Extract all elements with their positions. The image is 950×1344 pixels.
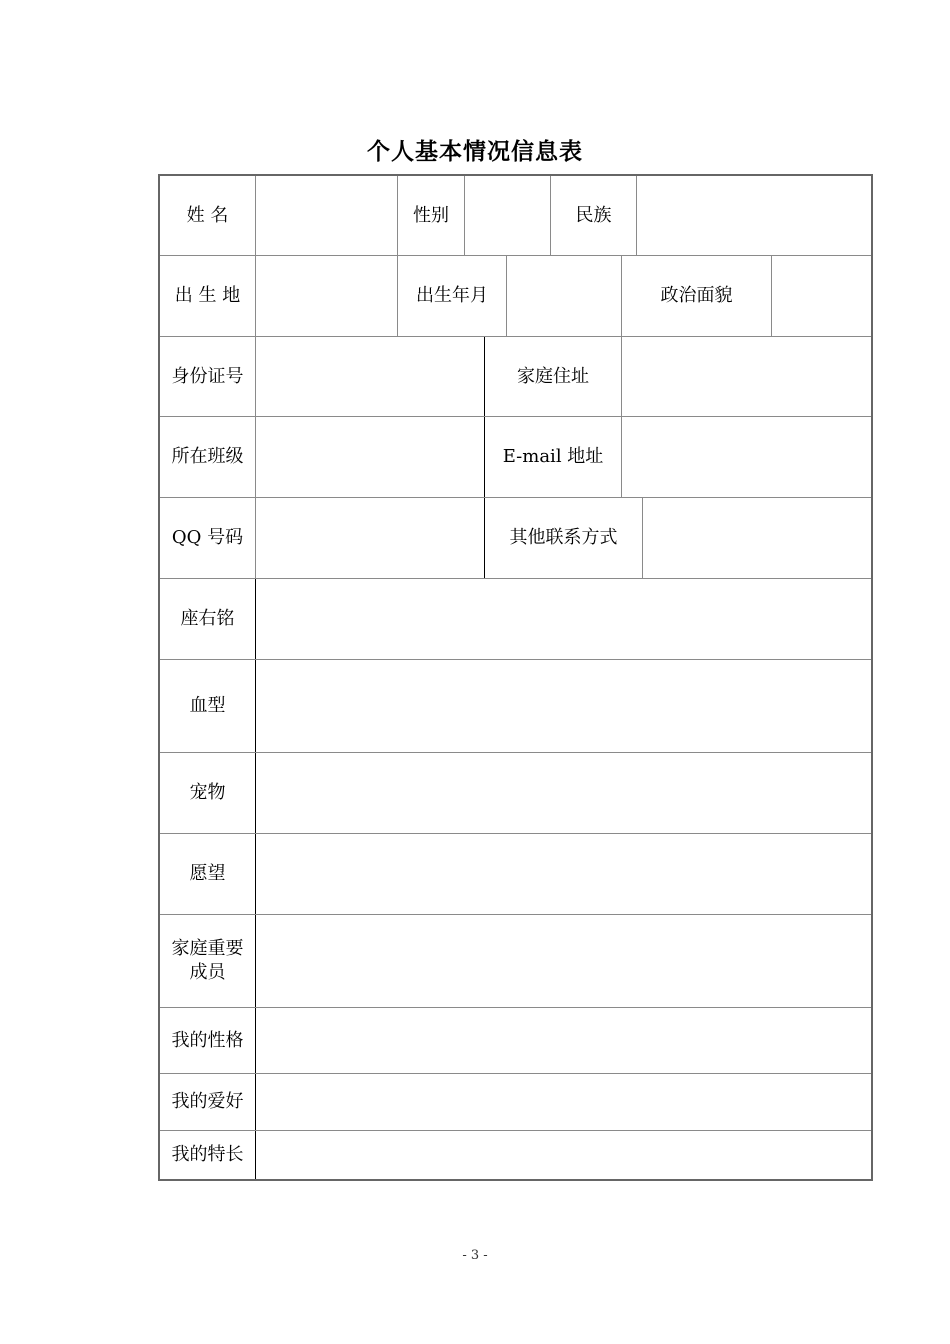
input-email[interactable]	[621, 417, 871, 497]
table-row	[160, 1131, 871, 1179]
input-gender[interactable]	[464, 176, 550, 255]
table-row	[160, 256, 871, 337]
table-row	[160, 579, 871, 660]
label-motto: 座右铭	[180, 608, 235, 629]
label-home-address: 家庭住址	[484, 337, 621, 416]
label-email: E-mail 地址	[484, 417, 621, 497]
label-personality: 我的性格	[171, 1029, 244, 1051]
table-row	[160, 660, 871, 753]
label-blood-type: 血型	[189, 695, 226, 716]
input-motto[interactable]	[255, 579, 871, 659]
label-birthplace: 出 生 地	[174, 285, 241, 306]
label-other-contact: 其他联系方式	[484, 498, 642, 578]
input-other-contact[interactable]	[642, 498, 871, 578]
label-wish: 愿望	[189, 863, 226, 884]
input-family-members[interactable]	[255, 915, 871, 1007]
input-qq[interactable]	[255, 498, 484, 578]
input-specialty[interactable]	[255, 1131, 871, 1179]
input-hobbies[interactable]	[255, 1074, 871, 1130]
table-row	[160, 498, 871, 579]
table-row	[160, 1074, 871, 1131]
input-class[interactable]	[255, 417, 484, 497]
input-birth-date[interactable]	[506, 256, 621, 336]
input-pet[interactable]	[255, 753, 871, 833]
label-class: 所在班级	[171, 446, 244, 467]
table-row	[160, 915, 871, 1008]
input-ethnicity[interactable]	[636, 176, 871, 255]
table-row	[160, 1008, 871, 1074]
table-row	[160, 417, 871, 498]
label-gender: 性别	[397, 176, 464, 255]
input-id-number[interactable]	[255, 337, 484, 416]
label-political-status: 政治面貌	[621, 256, 771, 336]
page-number: - 3 -	[462, 1248, 488, 1263]
table-row	[160, 753, 871, 834]
table-row	[160, 337, 871, 417]
label-name: 姓 名	[186, 204, 229, 226]
input-political-status[interactable]	[771, 256, 871, 336]
table-row	[160, 834, 871, 915]
label-specialty: 我的特长	[171, 1144, 244, 1165]
input-name[interactable]	[255, 176, 397, 255]
input-blood-type[interactable]	[255, 660, 871, 752]
label-ethnicity: 民族	[550, 176, 636, 255]
label-hobbies: 我的爱好	[171, 1091, 244, 1112]
label-id-number: 身份证号	[171, 365, 244, 387]
label-qq: QQ 号码	[171, 527, 244, 548]
label-birth-date: 出生年月	[397, 256, 506, 336]
input-home-address[interactable]	[621, 337, 871, 416]
input-personality[interactable]	[255, 1008, 871, 1073]
table-row	[160, 176, 871, 256]
input-wish[interactable]	[255, 834, 871, 914]
label-pet: 宠物	[189, 782, 226, 803]
page-title: 个人基本情况信息表	[367, 139, 583, 165]
input-birthplace[interactable]	[255, 256, 397, 336]
label-family-members: 家庭重要成员	[171, 938, 244, 983]
